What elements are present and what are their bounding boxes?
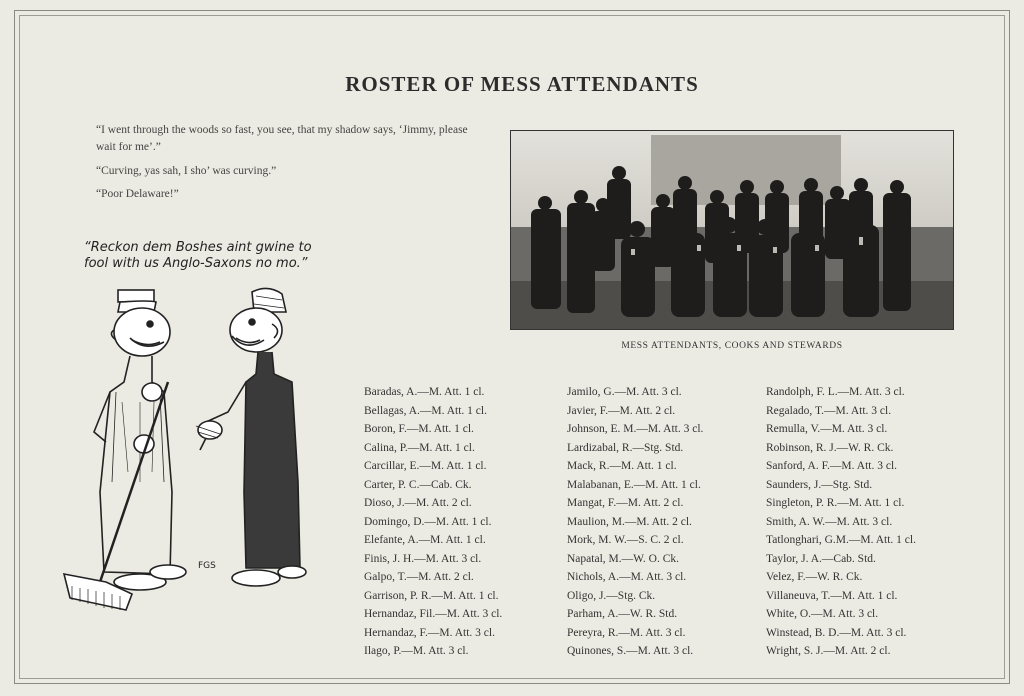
roster-entry: Ilago, P.—M. Att. 3 cl. xyxy=(364,645,469,657)
roster-entry: Domingo, D.—M. Att. 1 cl. xyxy=(364,515,492,528)
roster-entry: Javier, F.—M. Att. 2 cl. xyxy=(567,404,676,417)
roster-entry: Regalado, T.—M. Att. 3 cl. xyxy=(766,404,892,417)
roster-entry: Maulion, M.—M. Att. 2 cl. xyxy=(567,515,692,528)
roster-entry: Galpo, T.—M. Att. 2 cl. xyxy=(364,571,474,583)
roster-entry: Oligo, J.—Stg. Ck. xyxy=(567,589,656,602)
roster-entry: Garrison, P. R.—M. Att. 1 cl. xyxy=(364,589,499,602)
roster-entry: Tatlonghari, G.M.—M. Att. 1 cl. xyxy=(766,534,916,546)
cartoon-caption-line-2: fool with us Anglo-Saxons no mo.” xyxy=(84,256,308,272)
quote-1: “I went through the woods so fast, you see, that my shadow says, ‘Jimmy, please wait for me’.” xyxy=(96,124,468,154)
cartoon-illustration xyxy=(60,282,320,622)
roster-entry: Mack, R.—M. Att. 1 cl. xyxy=(567,460,677,472)
cartoon-caption xyxy=(84,240,312,273)
quote-3: “Poor Delaware!” xyxy=(96,187,179,200)
cartoon-caption-line-1: “Reckon dem Boshes aint gwine to xyxy=(84,240,312,255)
roster-entry: Malabanan, E.—M. Att. 1 cl. xyxy=(567,478,701,491)
roster-column-2 xyxy=(567,383,703,661)
roster-entry: Parham, A.—W. R. Std. xyxy=(567,608,678,620)
roster-entry: Napatal, M.—W. O. Ck. xyxy=(567,552,680,565)
roster-entry: Hernandaz, Fil.—M. Att. 3 cl. xyxy=(364,608,503,620)
roster-entry: Jamilo, G.—M. Att. 3 cl. xyxy=(567,386,682,398)
roster-entry: Bellagas, A.—M. Att. 1 cl. xyxy=(364,404,487,417)
quote-2: “Curving, yas sah, I sho’ was curving.” xyxy=(96,164,277,177)
roster-entry: Velez, F.—W. R. Ck. xyxy=(766,571,863,583)
roster-column-3 xyxy=(766,383,916,661)
roster-entry: Lardizabal, R.—Stg. Std. xyxy=(567,441,684,454)
roster-entry: Smith, A. W.—M. Att. 3 cl. xyxy=(766,515,893,528)
cartoon-figure-left xyxy=(64,290,186,610)
roster-entry: White, O.—M. Att. 3 cl. xyxy=(766,608,879,620)
roster-entry: Mangat, F.—M. Att. 2 cl. xyxy=(567,497,684,509)
cartoon-signature: FGS xyxy=(198,561,216,571)
roster-entry: Elefante, A.—M. Att. 1 cl. xyxy=(364,534,486,546)
roster-entry: Mork, M. W.—S. C. 2 cl. xyxy=(567,534,684,546)
cartoon-figure-right xyxy=(196,288,306,586)
roster-entry: Singleton, P. R.—M. Att. 1 cl. xyxy=(766,497,905,509)
roster-entry: Wright, S. J.—M. Att. 2 cl. xyxy=(766,645,891,657)
roster-entry: Robinson, R. J.—W. R. Ck. xyxy=(766,441,894,454)
photo-caption: MESS ATTENDANTS, COOKS AND STEWARDS xyxy=(621,341,843,351)
roster-column-1 xyxy=(364,383,502,661)
roster-entry: Nichols, A.—M. Att. 3 cl. xyxy=(567,571,687,583)
roster-entry: Villaneuva, T.—M. Att. 1 cl. xyxy=(766,589,898,602)
quotes-block xyxy=(86,122,476,209)
roster-entry: Carcillar, E.—M. Att. 1 cl. xyxy=(364,460,487,472)
roster-entry: Baradas, A.—M. Att. 1 cl. xyxy=(364,386,485,398)
roster-entry: Taylor, J. A.—Cab. Std. xyxy=(766,552,876,565)
roster-entry: Sanford, A. F.—M. Att. 3 cl. xyxy=(766,460,898,472)
roster-entry: Dioso, J.—M. Att. 2 cl. xyxy=(364,497,472,509)
roster-entry: Finis, J. H.—M. Att. 3 cl. xyxy=(364,552,482,565)
roster-entry: Pereyra, R.—M. Att. 3 cl. xyxy=(567,626,686,639)
roster-entry: Winstead, B. D.—M. Att. 3 cl. xyxy=(766,626,907,639)
roster-entry: Johnson, E. M.—M. Att. 3 cl. xyxy=(567,423,704,435)
roster-entry: Quinones, S.—M. Att. 3 cl. xyxy=(567,645,694,657)
roster-entry: Saunders, J.—Stg. Std. xyxy=(766,478,873,491)
roster-entry: Remulla, V.—M. Att. 3 cl. xyxy=(766,423,888,435)
roster-entry: Boron, F.—M. Att. 1 cl. xyxy=(364,423,474,435)
group-photo xyxy=(510,130,954,330)
page-title: ROSTER OF MESS ATTENDANTS xyxy=(345,72,699,96)
roster-entry: Calina, P.—M. Att. 1 cl. xyxy=(364,441,475,454)
roster-entry: Carter, P. C.—Cab. Ck. xyxy=(364,478,472,491)
group-photo-image xyxy=(511,131,953,329)
roster-entry: Hernandaz, F.—M. Att. 3 cl. xyxy=(364,626,495,639)
roster-entry: Randolph, F. L.—M. Att. 3 cl. xyxy=(766,386,905,398)
